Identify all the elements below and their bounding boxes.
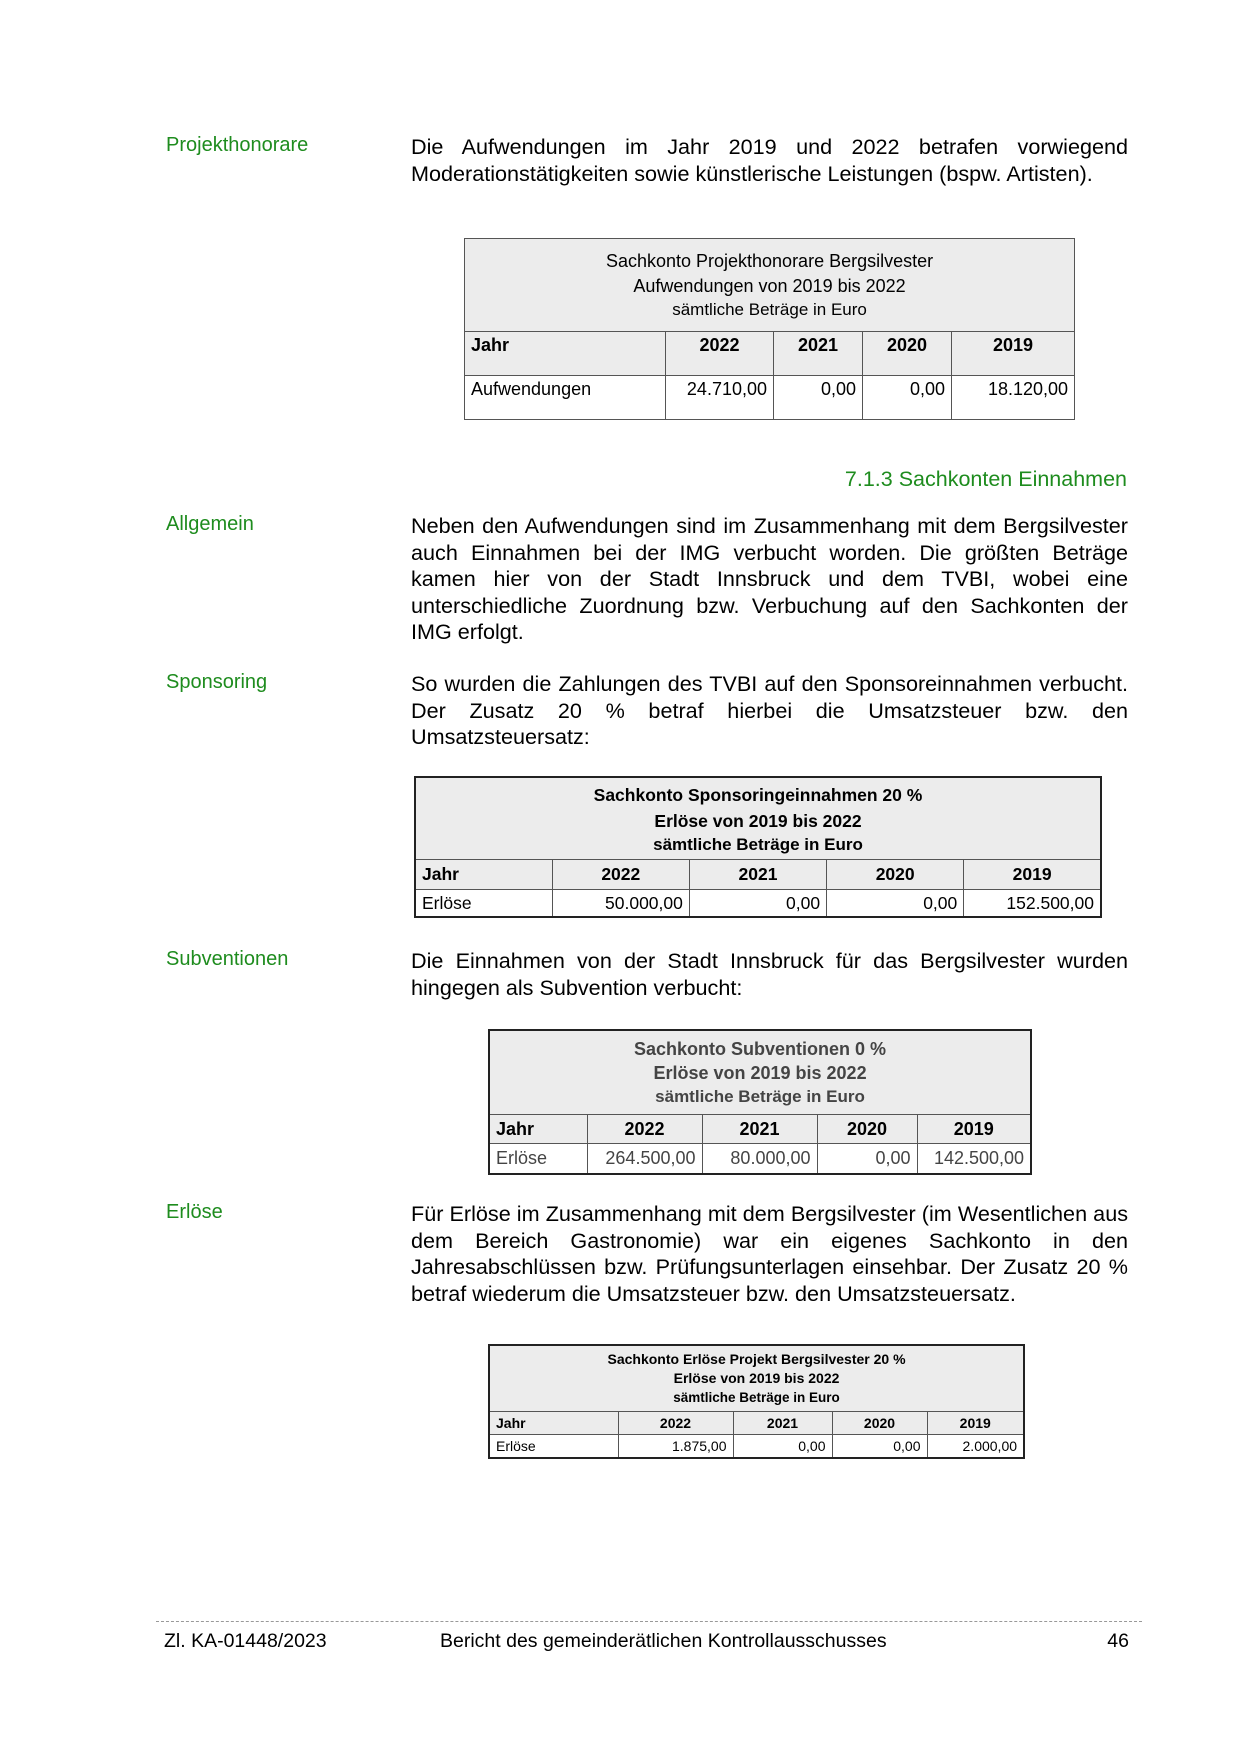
paragraph-sponsoring: So wurden die Zahlungen des TVBI auf den Sponsoreinnahmen verbucht. Der Zusatz 20 % betraf hierbei die Umsatzsteuer bzw. den Umsatzsteuersatz: [411,671,1128,749]
column-header-2021: 2021 [689,860,826,890]
margin-label-allgemein: Allgemein [166,513,254,535]
value-2020: 0,00 [832,1435,927,1459]
row-label: Erlöse [415,890,552,918]
column-header-2020: 2020 [832,1412,927,1435]
table-title [489,1030,1031,1115]
row-label: Erlöse [489,1144,587,1175]
table-title-line-2: Aufwendungen von 2019 bis 2022 [633,276,906,296]
table-sponsoring [414,776,1102,918]
value-2019: 142.500,00 [917,1144,1031,1175]
margin-label-erloese: Erlöse [166,1201,223,1223]
row-label: Erlöse [489,1435,618,1459]
table-title-line-1: Sachkonto Erlöse Projekt Bergsilvester 20 % [607,1351,906,1367]
table-title-line-2: Erlöse von 2019 bis 2022 [653,1062,867,1083]
paragraph-erloese: Für Erlöse im Zusammenhang mit dem Bergsilvester (im Wesentlichen aus dem Bereich Gastronomie) war ein eigenes Sachkonto in den Jahresabschlüssen bzw. Prüfungsunterlagen einsehbar. Der Zusatz 20 % betraf wiederum die Umsatzsteuer bzw. den Umsatzsteuersatz. [411,1201,1128,1306]
column-header-2019: 2019 [917,1115,1031,1144]
column-header-jahr: Jahr [489,1412,618,1435]
column-header-2019: 2019 [964,860,1101,890]
paragraph-allgemein: Neben den Aufwendungen sind im Zusammenhang mit dem Bergsilvester auch Einnahmen bei der IMG verbucht worden. Die größten Beträge kamen hier von der Stadt Innsbruck und dem TVBI, wobei eine unterschiedliche Zuordnung bzw. Verbuchung auf den Sachkonten der IMG erfolgt. [411,513,1128,644]
table-title-line-3: sämtliche Beträge in Euro [655,1086,865,1106]
row-label: Aufwendungen [465,376,666,420]
value-2022: 50.000,00 [552,890,689,918]
footer-title: Bericht des gemeinderätlichen Kontrollausschusses [440,1630,887,1652]
value-2019: 18.120,00 [952,376,1075,420]
value-2021: 0,00 [689,890,826,918]
table-title [489,1345,1024,1412]
column-header-2022: 2022 [552,860,689,890]
table-projekthonorare [464,238,1075,420]
paragraph-subventionen: Die Einnahmen von der Stadt Innsbruck für das Bergsilvester wurden hingegen als Subvention verbucht: [411,948,1128,1000]
value-2022: 24.710,00 [666,376,774,420]
column-header-2021: 2021 [702,1115,817,1144]
value-2020: 0,00 [817,1144,917,1175]
table-row [489,1144,1031,1175]
table-title-line-3: sämtliche Beträge in Euro [672,300,867,319]
footer-reference: Zl. KA-01448/2023 [164,1630,327,1652]
value-2020: 0,00 [863,376,952,420]
column-header-2020: 2020 [827,860,964,890]
table-row [465,376,1075,420]
table-title-line-2: Erlöse von 2019 bis 2022 [673,1370,840,1386]
table-erloese [488,1344,1025,1459]
value-2020: 0,00 [827,890,964,918]
table-title-line-1: Sachkonto Projekthonorare Bergsilvester [605,251,934,271]
value-2021: 0,00 [774,376,863,420]
table-row [415,890,1101,918]
column-header-2020: 2020 [817,1115,917,1144]
column-header-2019: 2019 [952,332,1075,376]
paragraph-projekthonorare: Die Aufwendungen im Jahr 2019 und 2022 betrafen vorwiegend Moderationstätigkeiten sowie künstlerische Leistungen (bspw. Artisten). [411,134,1128,186]
table-subventionen [488,1029,1032,1175]
column-header-jahr: Jahr [415,860,552,890]
column-header-2021: 2021 [733,1412,832,1435]
margin-label-subventionen: Subventionen [166,948,289,970]
column-header-2021: 2021 [774,332,863,376]
column-header-2020: 2020 [863,332,952,376]
value-2019: 2.000,00 [927,1435,1024,1459]
value-2021: 80.000,00 [702,1144,817,1175]
table-title-line-1: Sachkonto Subventionen 0 % [634,1038,887,1059]
value-2021: 0,00 [733,1435,832,1459]
table-title-line-2: Erlöse von 2019 bis 2022 [654,810,862,831]
value-2022: 264.500,00 [587,1144,702,1175]
value-2022: 1.875,00 [618,1435,733,1459]
column-header-2019: 2019 [927,1412,1024,1435]
table-title [465,239,1075,332]
column-header-2022: 2022 [618,1412,733,1435]
value-2019: 152.500,00 [964,890,1101,918]
table-title [415,777,1101,860]
column-header-jahr: Jahr [465,332,666,376]
footer-divider [156,1621,1142,1622]
table-title-line-3: sämtliche Beträge in Euro [653,834,863,854]
table-row [489,1435,1024,1459]
table-title-line-1: Sachkonto Sponsoringeinnahmen 20 % [593,784,923,805]
section-heading: 7.1.3 Sachkonten Einnahmen [844,467,1127,491]
margin-label-projekthonorare: Projekthonorare [166,134,309,156]
table-title-line-3: sämtliche Beträge in Euro [673,1390,840,1405]
column-header-2022: 2022 [587,1115,702,1144]
page-number: 46 [1107,1630,1129,1652]
column-header-2022: 2022 [666,332,774,376]
column-header-jahr: Jahr [489,1115,587,1144]
margin-label-sponsoring: Sponsoring [166,671,268,693]
